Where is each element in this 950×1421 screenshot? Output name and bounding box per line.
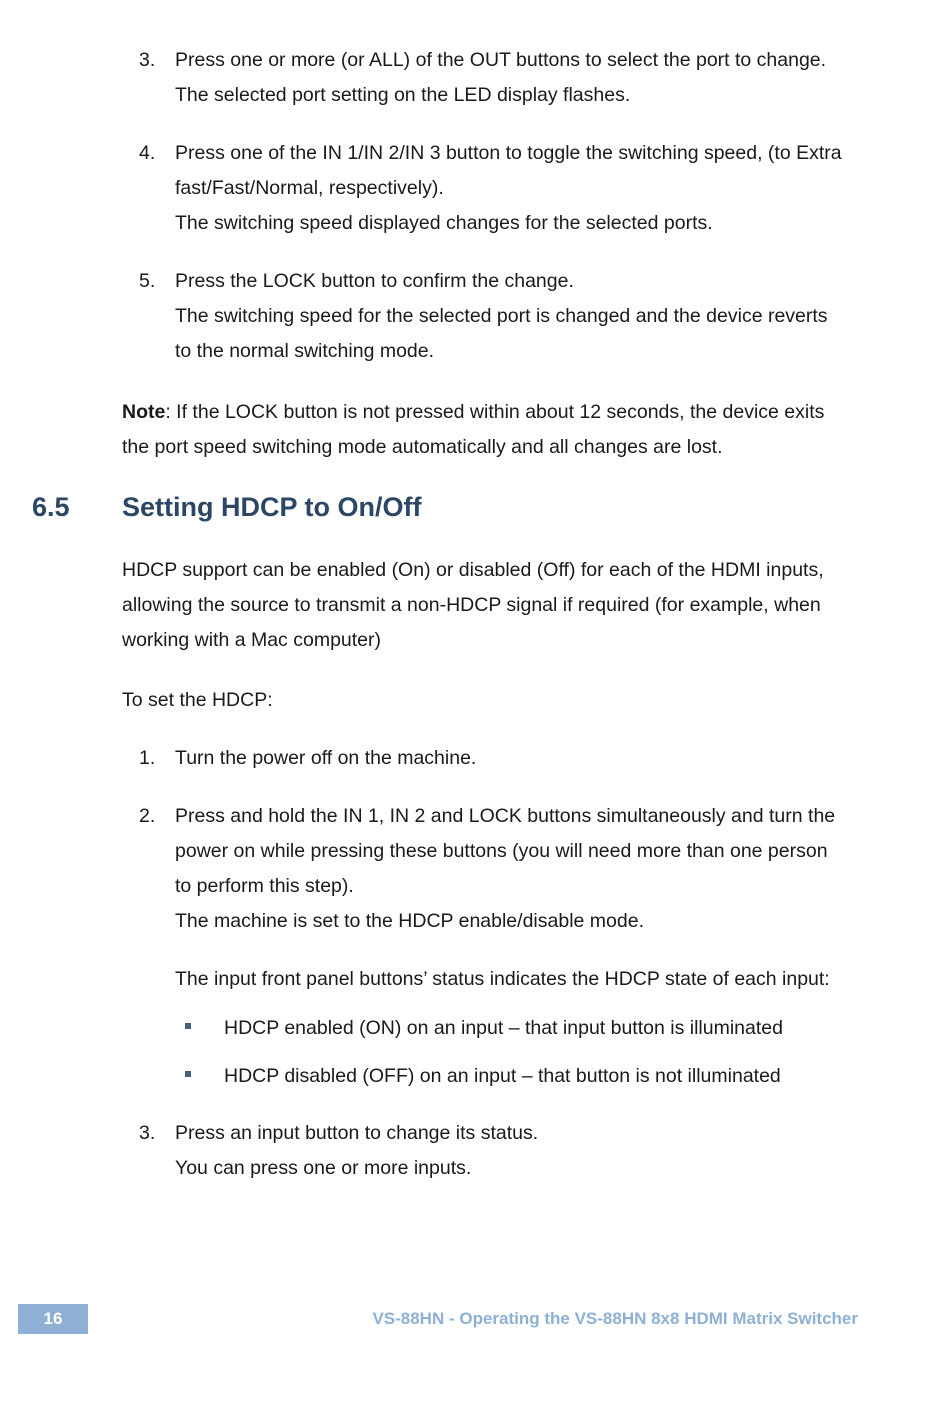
intro-line: HDCP support can be enabled (On) or disabled (Off) for each of the HDMI inputs, (122, 559, 824, 581)
step-text-line: Press one of the IN 1/IN 2/IN 3 button to toggle the switching speed, (to Extra (175, 142, 842, 164)
step-text-line: to the normal switching mode. (175, 340, 435, 362)
step-number: 3. (139, 49, 156, 71)
note-text: : If the LOCK button is not pressed within about 12 seconds, the device exits (165, 401, 825, 423)
step-number: 2. (139, 805, 156, 827)
square-bullet-icon (185, 1023, 191, 1029)
step-text-line: power on while pressing these buttons (you will need more than one person (175, 840, 828, 862)
section-number: 6.5 (32, 492, 70, 522)
step-number: 1. (139, 747, 156, 769)
step-text-line: to perform this step). (175, 875, 354, 897)
step-text-line: Press an input button to change its status. (175, 1122, 539, 1144)
step-number: 5. (139, 270, 156, 292)
step-text-line: You can press one or more inputs. (175, 1157, 472, 1179)
step-text-line: Turn the power off on the machine. (175, 747, 477, 769)
step-number: 3. (139, 1122, 156, 1144)
bullet-text: HDCP disabled (OFF) on an input – that button is not illuminated (224, 1065, 781, 1087)
step-text-line: Press one or more (or ALL) of the OUT buttons to select the port to change. (175, 49, 827, 71)
step-number: 4. (139, 142, 156, 164)
step-text-line: Press and hold the IN 1, IN 2 and LOCK buttons simultaneously and turn the (175, 805, 836, 827)
step-text-line: The switching speed displayed changes for the selected ports. (175, 212, 713, 234)
footer-title: VS-88HN - Operating the VS-88HN 8x8 HDMI Matrix Switcher (372, 1309, 858, 1328)
intro-line: working with a Mac computer) (122, 629, 382, 651)
step-text-line: fast/Fast/Normal, respectively). (175, 177, 444, 199)
status-text: The input front panel buttons’ status indicates the HDCP state of each input: (175, 968, 830, 990)
note-line-1 (122, 403, 824, 423)
page-number: 16 (18, 1304, 88, 1334)
section-title: Setting HDCP to On/Off (122, 492, 422, 522)
square-bullet-icon (185, 1071, 191, 1077)
step-text-line: The switching speed for the selected port is changed and the device reverts (175, 305, 828, 327)
to-set-heading: To set the HDCP: (122, 689, 273, 711)
note-line-2: the port speed switching mode automatically and all changes are lost. (122, 436, 723, 458)
note-label: Note (122, 401, 166, 423)
step-text-line: The machine is set to the HDCP enable/disable mode. (175, 910, 644, 932)
bullet-text: HDCP enabled (ON) on an input – that input button is illuminated (224, 1017, 783, 1039)
intro-line: allowing the source to transmit a non-HDCP signal if required (for example, when (122, 594, 821, 616)
step-text-line: Press the LOCK button to confirm the change. (175, 270, 574, 292)
step-text-line: The selected port setting on the LED display flashes. (175, 84, 631, 106)
